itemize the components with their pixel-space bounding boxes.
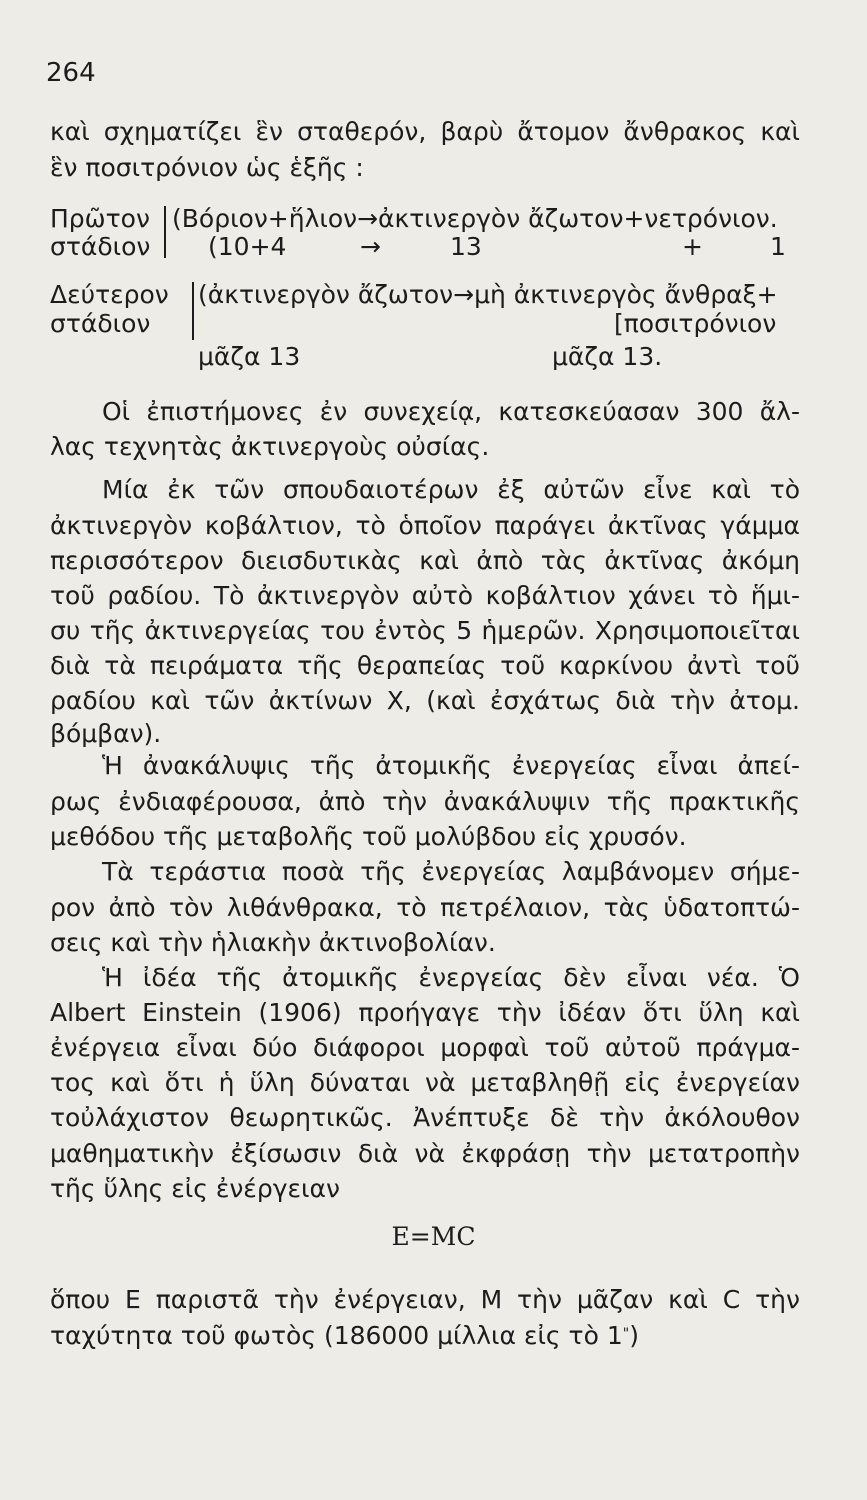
text-line: μαθηματικὴν ἐξίσωσιν διὰ νὰ ἐκφράσῃ τὴν μετατροπὴν xyxy=(50,1139,800,1168)
einstein-formula: E=MC xyxy=(391,1222,476,1251)
mass-value: (10+4 xyxy=(208,232,287,261)
mass-value: 13 xyxy=(450,232,482,261)
text-span: ταχύτητα τοῦ φωτὸς (186000 μίλλια εἰς τὸ 1 xyxy=(50,1321,623,1350)
superscript: " xyxy=(622,1326,630,1342)
text-line: ραδίου καὶ τῶν ἀκτίνων Χ, (καὶ ἐσχάτως διὰ τὴν ἀτομ. xyxy=(50,686,800,715)
text-line: Τὰ τεράστια ποσὰ τῆς ἐνεργείας λαμβάνομεν σήμε- xyxy=(102,857,800,886)
reaction-equation: [ποσιτρόνιον xyxy=(614,309,777,338)
text-line: Albert Einstein (1906) προήγαγε τὴν ἰδέαν ὅτι ὕλη καὶ xyxy=(50,998,800,1027)
text-line: Οἱ ἐπιστήμονες ἐν συνεχείᾳ, κατεσκεύασαν 300 ἄλ- xyxy=(102,397,800,426)
text-line: ἓν ποσιτρόνιον ὡς ἑξῆς : xyxy=(50,153,364,182)
text-line: σεις καὶ τὴν ἡλιακὴν ἀκτινοβολίαν. xyxy=(50,928,496,957)
text-line: τοὐλάχιστον θεωρητικῶς. Ἀνέπτυξε δὲ τὴν ἀκόλουθον xyxy=(50,1103,800,1132)
text-line: συ τῆς ἀκτινεργείας του ἐντὸς 5 ἡμερῶν. Χρησιμοποιεῖται xyxy=(50,616,800,645)
text-line: βόμβαν). xyxy=(50,719,162,748)
text-line: καὶ σχηματίζει ἓν σταθερόν, βαρὺ ἄτομον ἄνθρακος καὶ xyxy=(50,117,800,146)
text-line xyxy=(50,1321,800,1351)
text-line: ἀκτινεργὸν κοβάλτιον, τὸ ὁποῖον παράγει ἀκτῖνας γάμμα xyxy=(50,511,800,540)
text-line: Ἡ ἀνακάλυψις τῆς ἀτομικῆς ἐνεργείας εἶναι ἀπεί- xyxy=(102,751,800,780)
stage-label: Δεύτερον xyxy=(50,280,169,309)
mass-value: μᾶζα 13 xyxy=(198,342,301,371)
text-line: μεθόδου τῆς μεταβολῆς τοῦ μολύβδου εἰς χρυσόν. xyxy=(50,822,687,851)
mass-value: 1 xyxy=(770,232,786,261)
stage-label: στάδιον xyxy=(50,232,151,261)
bracket-line xyxy=(164,206,166,258)
text-line: τος καὶ ὅτι ἡ ὕλη δύναται νὰ μεταβληθῇ εἰς ἐνεργείαν xyxy=(50,1068,800,1097)
text-line: λας τεχνητὰς ἀκτινεργοὺς οὐσίας. xyxy=(50,432,490,461)
arrow: → xyxy=(360,232,381,261)
text-line: περισσότερον διεισδυτικὰς καὶ ἀπὸ τὰς ἀκτῖνας ἀκόμη xyxy=(50,546,800,575)
text-line: τοῦ ραδίου. Τὸ ἀκτινεργὸν αὐτὸ κοβάλτιον χάνει τὸ ἥμι- xyxy=(50,581,800,610)
page-number: 264 xyxy=(46,58,96,88)
text-line: ἐνέργεια εἶναι δύο διάφοροι μορφαὶ τοῦ αὐτοῦ πράγμα- xyxy=(50,1033,800,1062)
text-line: Μία ἐκ τῶν σπουδαιοτέρων ἐξ αὐτῶν εἶνε καὶ τὸ xyxy=(102,475,800,504)
text-span: ) xyxy=(629,1321,639,1350)
bracket-line xyxy=(192,282,194,340)
mass-value: μᾶζα 13. xyxy=(552,342,663,371)
text-line: ὅπου Ε παριστᾶ τὴν ἐνέργειαν, Μ τὴν μᾶζαν καὶ C τὴν xyxy=(50,1285,800,1314)
reaction-equation: (Βόριον+ἥλιον→ἀκτινεργὸν ἄζωτον+νετρόνιον. xyxy=(172,204,778,233)
text-line: ρως ἐνδιαφέρουσα, ἀπὸ τὴν ἀνακάλυψιν τῆς πρακτικῆς xyxy=(50,787,800,816)
text-line: τῆς ὕλης εἰς ἐνέργειαν xyxy=(50,1174,340,1203)
plus-sign: + xyxy=(682,232,703,261)
stage-label: Πρῶτον xyxy=(50,204,150,233)
reaction-equation: (ἀκτινεργὸν ἄζωτον→μὴ ἀκτινεργὸς ἄνθραξ+ xyxy=(198,280,778,309)
text-line: διὰ τὰ πειράματα τῆς θεραπείας τοῦ καρκίνου ἀντὶ τοῦ xyxy=(50,651,800,680)
text-line: Ἡ ἰδέα τῆς ἀτομικῆς ἐνεργείας δὲν εἶναι νέα. Ὁ xyxy=(102,963,800,992)
stage-label: στάδιον xyxy=(50,309,151,338)
text-line: ρον ἀπὸ τὸν λιθάνθρακα, τὸ πετρέλαιον, τὰς ὑδατοπτώ- xyxy=(50,893,800,922)
